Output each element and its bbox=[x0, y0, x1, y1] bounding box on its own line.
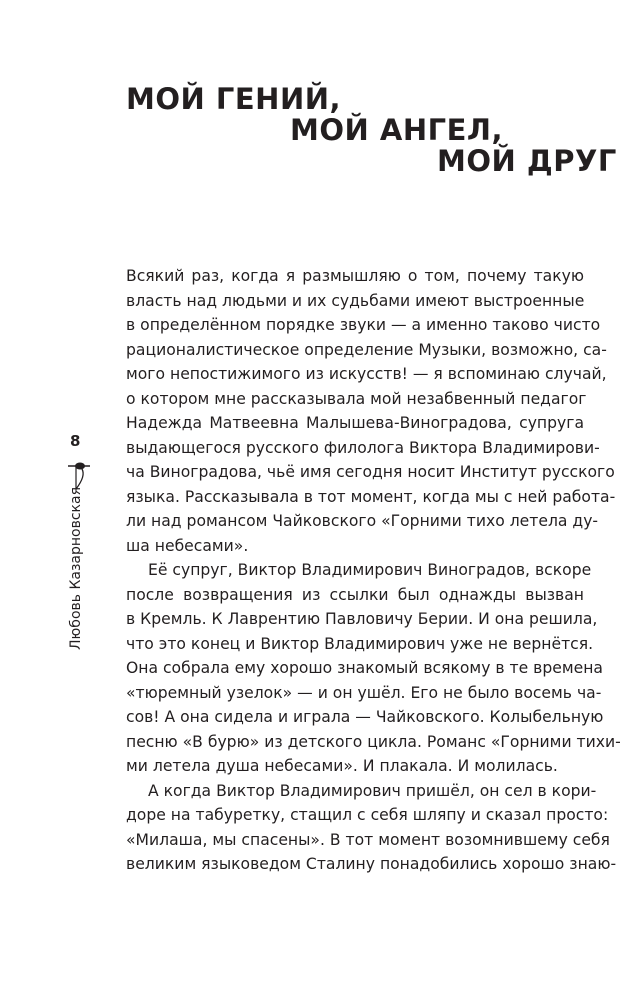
text-line: ша небесами». bbox=[126, 536, 249, 555]
text-line: ли над романсом Чайковского «Горними тихо летела ду- bbox=[126, 512, 599, 530]
text-line: языка. Рассказывала в тот момент, когда мы с ней работа- bbox=[126, 487, 616, 506]
text-line: после возвращения из ссылки был однажды вызван bbox=[126, 585, 584, 604]
page-number: 8 bbox=[70, 432, 81, 450]
text-line: песню «В бурю» из детского цикла. Романс «Горними тихи- bbox=[126, 732, 621, 751]
chapter-title-line-3: МОЙ ДРУГ bbox=[437, 144, 617, 178]
text-line: Она собрала ему хорошо знакомый всякому в те времена bbox=[126, 659, 603, 677]
text-line: сов! А она сидела и играла — Чайковского. Колыбельную bbox=[126, 708, 604, 726]
text-line: Всякий раз, когда я размышляю о том, почему такую bbox=[126, 267, 584, 285]
text-line: Надежда Матвеевна Малышева-Виноградова, супруга bbox=[126, 414, 584, 432]
text-line: в Кремль. К Лаврентию Павловичу Берии. И она решила, bbox=[126, 610, 598, 628]
chapter-title-line-2: МОЙ АНГЕЛ, bbox=[290, 113, 503, 147]
text-line: о котором мне рассказывала мой незабвенный педагог bbox=[126, 389, 587, 408]
body-text bbox=[126, 264, 621, 877]
text-line: А когда Виктор Владимирович пришёл, он сел в кори- bbox=[148, 781, 597, 800]
text-line: выдающегося русского филолога Виктора Владимирови- bbox=[126, 438, 600, 457]
text-line: «тюремный узелок» — и он ушёл. Его не было восемь ча- bbox=[126, 683, 602, 702]
text-line: «Милаша, мы спасены». В тот момент возомнившему себя bbox=[126, 830, 610, 849]
text-line: власть над людьми и их судьбами имеют выстроенные bbox=[126, 291, 585, 310]
text-line: ми летела душа небесами». И плакала. И молилась. bbox=[126, 757, 558, 775]
chapter-title-line-1: МОЙ ГЕНИЙ, bbox=[126, 82, 341, 116]
text-line: доре на табуретку, стащил с себя шляпу и сказал просто: bbox=[126, 806, 609, 824]
text-line: в определённом порядке звуки — а именно таково чисто bbox=[126, 316, 601, 334]
text-line: мого непостижимого из искусств! — я вспоминаю случай, bbox=[126, 365, 607, 383]
text-line: ча Виноградова, чьё имя сегодня носит Институт русского bbox=[126, 463, 615, 481]
text-line: великим языковедом Сталину понадобились хорошо знаю- bbox=[126, 855, 617, 873]
text-line: что это конец и Виктор Владимирович уже не вернётся. bbox=[126, 634, 594, 653]
running-head-author: Любовь Казарновская bbox=[68, 486, 84, 650]
text-line: Её супруг, Виктор Владимирович Виноградов, вскоре bbox=[148, 561, 592, 579]
text-line: рационалистическое определение Музыки, возможно, са- bbox=[126, 340, 607, 359]
